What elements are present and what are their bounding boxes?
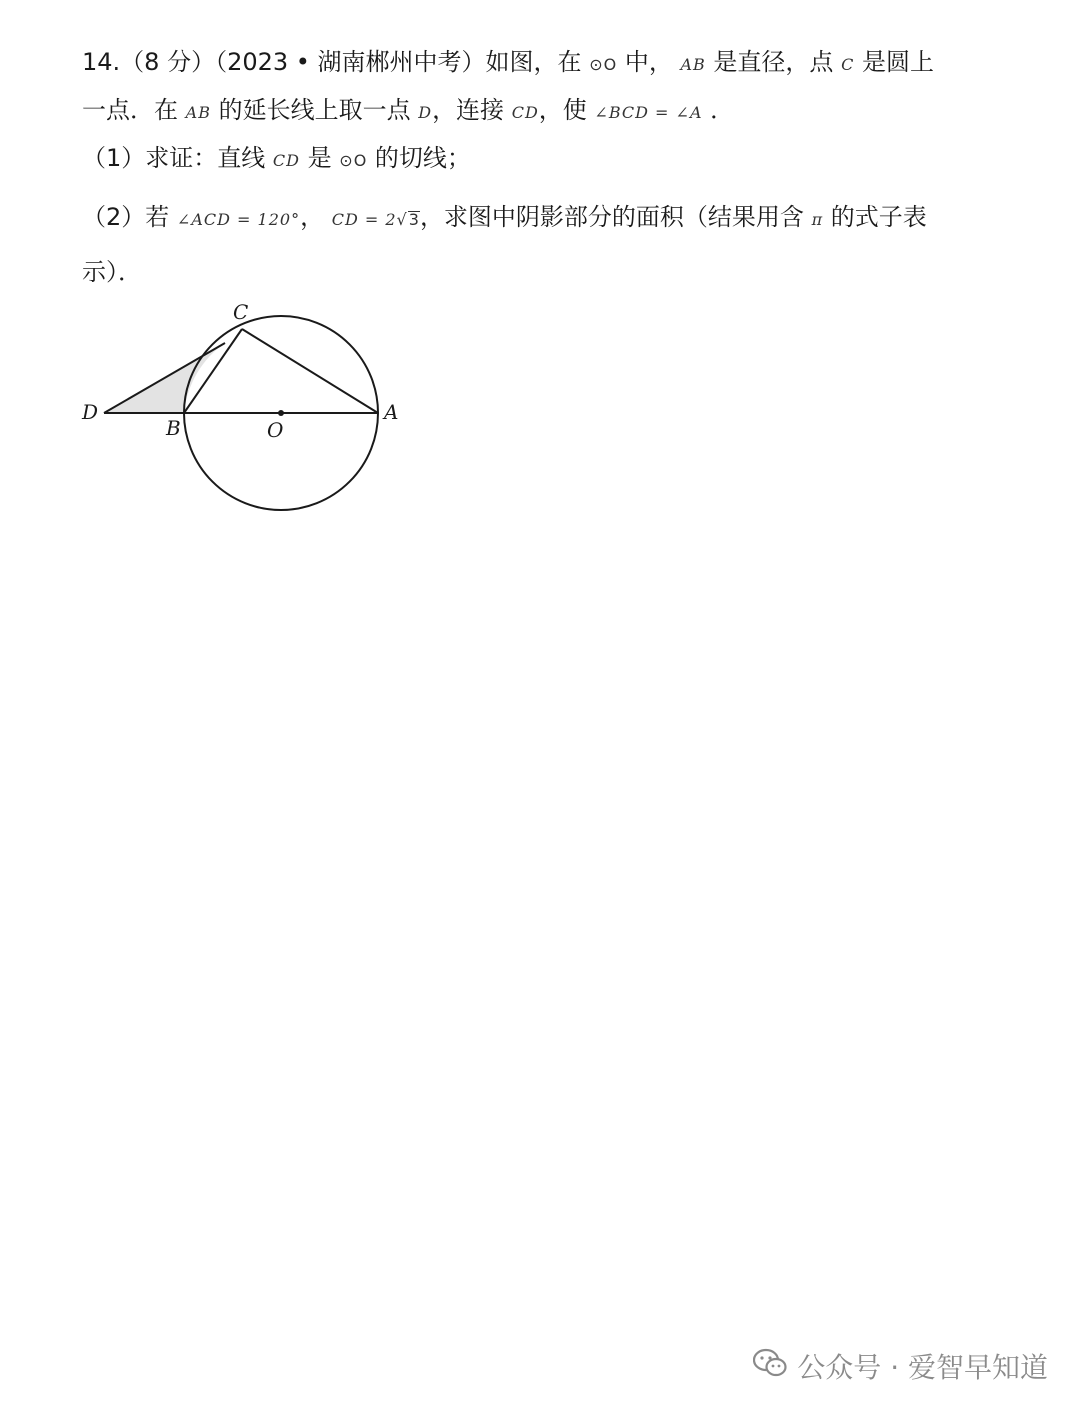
geometry-figure bbox=[70, 295, 410, 520]
math-root: 3 bbox=[408, 210, 420, 229]
label-d: D bbox=[82, 400, 99, 424]
math-pi: π bbox=[811, 210, 824, 229]
problem-line-5: 示）． bbox=[82, 258, 142, 286]
watermark bbox=[753, 1346, 1048, 1386]
math-cd: CD bbox=[272, 151, 300, 170]
math-ab: AB bbox=[185, 103, 211, 122]
label-o: O bbox=[267, 418, 284, 442]
problem-line-2: 一点．在 AB 的延长线上取一点 D，连接 CD，使 ∠BCD = ∠A ． bbox=[82, 96, 735, 124]
math-ab: AB bbox=[680, 55, 706, 74]
watermark-text: 公众号 · 爱智早知道 bbox=[797, 1351, 1048, 1384]
sqrt-symbol: √ bbox=[396, 210, 408, 229]
problem-part-1: （1）求证：直线 CD 是 ⊙O 的切线； bbox=[82, 144, 471, 172]
line-ca bbox=[242, 329, 378, 413]
math-circle-o: ⊙O bbox=[339, 151, 368, 170]
problem-line-1: 14.（8 分）（2023 • 湖南郴州中考）如图，在 ⊙O 中， AB 是直径，点 C 是圆上 bbox=[82, 48, 934, 76]
math-angle-acd: ∠ACD = 120° bbox=[176, 210, 301, 229]
label-a: A bbox=[384, 400, 399, 424]
math-cd-value: CD = 2 bbox=[331, 210, 397, 229]
center-point bbox=[278, 410, 284, 416]
label-b: B bbox=[166, 416, 181, 440]
label-c: C bbox=[233, 300, 249, 324]
math-angle-bcd: ∠BCD = ∠A bbox=[594, 103, 703, 122]
math-d: D bbox=[418, 103, 433, 122]
math-c: C bbox=[841, 55, 855, 74]
problem-part-2: （2）若 ∠ACD = 120°， CD = 2√3，求图中阴影部分的面积（结果用含 π 的式子表 bbox=[82, 203, 927, 231]
math-circle-o: ⊙O bbox=[589, 55, 618, 74]
wechat-icon bbox=[753, 1348, 787, 1385]
math-cd: CD bbox=[511, 103, 539, 122]
